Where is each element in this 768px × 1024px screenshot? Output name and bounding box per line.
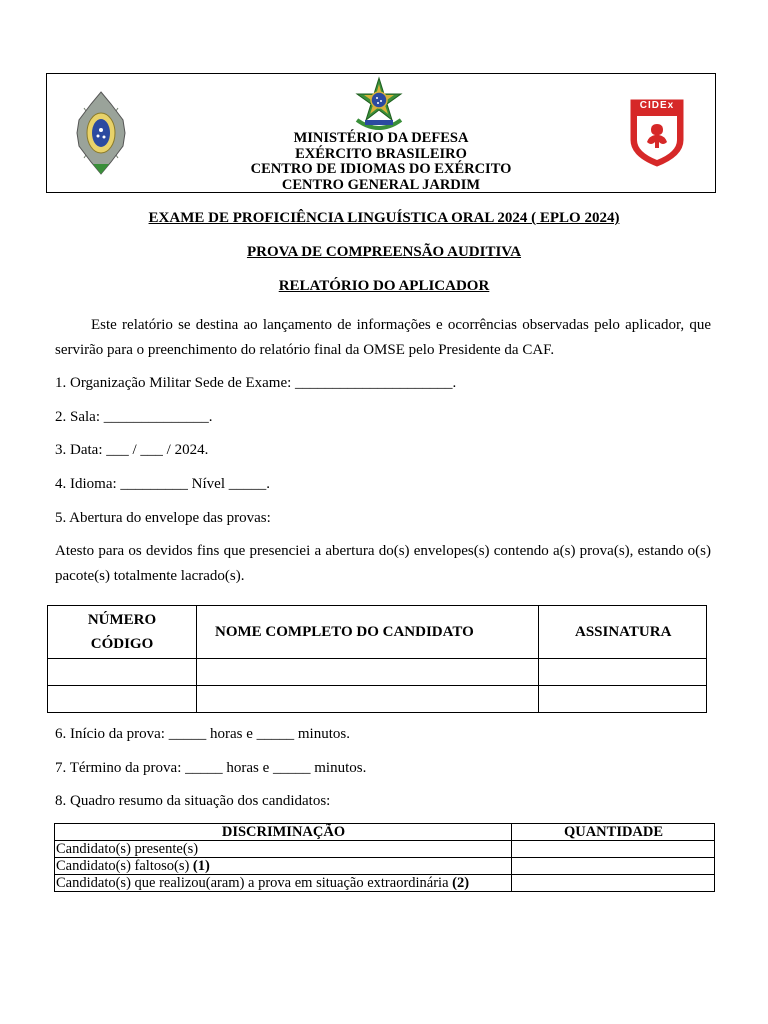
footnote-1: (1)	[192, 858, 210, 874]
intro-paragraph: Este relatório se destina ao lançamento de informações e ocorrências observadas pelo aplicador, que servirão para o preenchimento do relatório final da OMSE pelo Presidente da CAF.	[55, 317, 711, 358]
table-row	[55, 858, 715, 875]
row-faltosos-label: Candidato(s) faltoso(s)	[56, 858, 190, 874]
row-presentes: Candidato(s) presente(s)	[55, 841, 512, 858]
ministry-line: MINISTÉRIO DA DEFESA	[293, 130, 469, 146]
candidates-table-header	[48, 606, 707, 659]
coat-of-arms-icon	[351, 76, 407, 132]
cell-code[interactable]	[48, 686, 197, 713]
table-row	[55, 841, 715, 858]
cell-name[interactable]	[197, 686, 539, 713]
cell-quantidade[interactable]	[512, 875, 715, 892]
attest-paragraph: Atesto para os devidos fins que presenciei a abertura do(s) envelopes(s) contendo a(s) prova(s), estando o(s) pacote(s) totalmente lacrado(s).	[55, 543, 711, 584]
item-7-termino: 7. Término da prova: _____ horas e _____ minutos.	[55, 760, 367, 776]
summary-table	[54, 823, 715, 892]
item-4-idioma: 4. Idioma: _________ Nível _____.	[55, 476, 270, 492]
cell-signature[interactable]	[539, 686, 707, 713]
candidates-table	[47, 605, 707, 713]
footnote-2: (2)	[452, 875, 470, 891]
test-subtitle: PROVA DE COMPREENSÃO AUDITIVA	[246, 244, 522, 260]
cidex-logo-text: CIDEx	[639, 100, 675, 111]
row-extraordinaria-label: Candidato(s) que realizou(aram) a prova em situação extraordinária	[56, 875, 449, 891]
col-full-name: NOME COMPLETO DO CANDIDATO	[197, 606, 539, 659]
cell-quantidade[interactable]	[512, 858, 715, 875]
exam-title: EXAME DE PROFICIÊNCIA LINGUÍSTICA ORAL 2024 ( EPLO 2024)	[148, 210, 620, 226]
item-5-abertura: 5. Abertura do envelope das provas:	[55, 510, 271, 526]
item-2-sala: 2. Sala: ______________.	[55, 409, 213, 425]
col-discriminacao: DISCRIMINAÇÃO	[55, 824, 512, 841]
item-3-data: 3. Data: ___ / ___ / 2024.	[55, 442, 209, 458]
table-row	[55, 875, 715, 892]
row-extraordinaria	[55, 875, 512, 892]
col-code-label: CÓDIGO	[90, 636, 154, 652]
general-line: CENTRO GENERAL JARDIM	[281, 176, 481, 193]
table-row	[48, 686, 707, 713]
header-box	[46, 73, 716, 193]
cell-quantidade[interactable]	[512, 841, 715, 858]
col-number-code	[48, 606, 197, 659]
cell-signature[interactable]	[539, 659, 707, 686]
report-title: RELATÓRIO DO APLICADOR	[278, 278, 490, 294]
army-line: EXÉRCITO BRASILEIRO	[295, 145, 467, 162]
col-number-label: NÚMERO	[87, 612, 157, 628]
item-6-inicio: 6. Início da prova: _____ horas e _____ minutos.	[55, 726, 350, 742]
col-quantidade: QUANTIDADE	[512, 824, 715, 841]
summary-table-header	[55, 824, 715, 841]
item-1-om-sede: 1. Organização Militar Sede de Exame: _____________________.	[55, 375, 457, 391]
item-8-quadro: 8. Quadro resumo da situação dos candidatos:	[55, 793, 331, 809]
row-faltosos	[55, 858, 512, 875]
header-text	[47, 131, 715, 193]
center-line: CENTRO DE IDIOMAS DO EXÉRCITO	[250, 161, 512, 177]
table-row	[48, 659, 707, 686]
cell-code[interactable]	[48, 659, 197, 686]
cell-name[interactable]	[197, 659, 539, 686]
col-signature: ASSINATURA	[539, 606, 707, 659]
